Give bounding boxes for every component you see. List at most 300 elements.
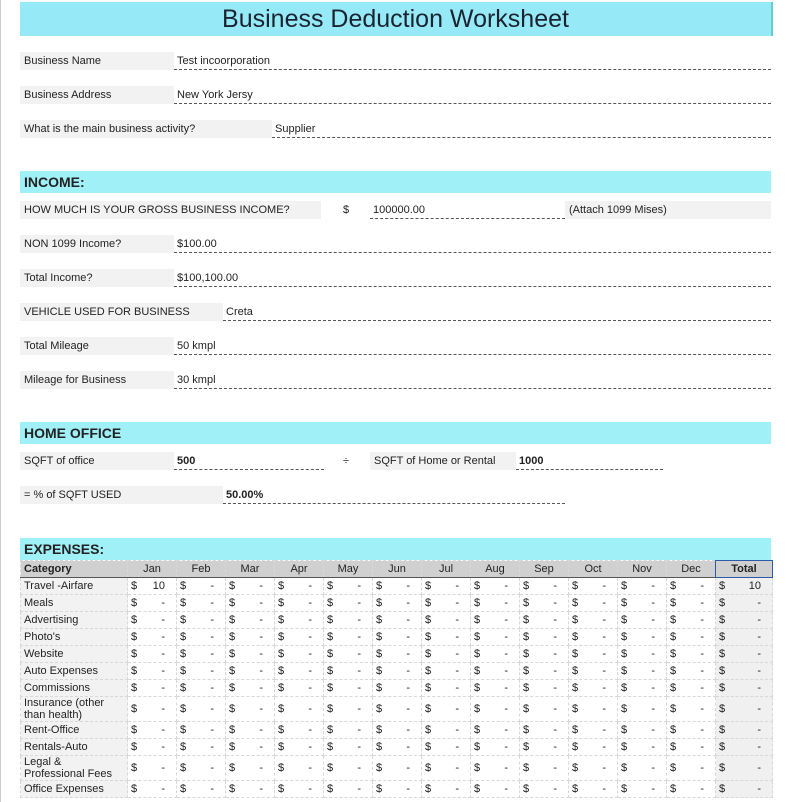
category-cell: Advertising: [21, 612, 128, 629]
amount-cell-sep[interactable]: [520, 646, 569, 663]
expense-row: [21, 756, 773, 781]
amount-cell-aug[interactable]: [471, 697, 520, 722]
amount: -: [357, 648, 361, 660]
amount-cell-dec[interactable]: [667, 578, 716, 595]
amount-cell-apr[interactable]: [275, 663, 324, 680]
amount-cell-feb[interactable]: [177, 595, 226, 612]
category-cell: Office Expenses: [21, 781, 128, 798]
amount-cell-may[interactable]: [324, 629, 373, 646]
amount-cell-may[interactable]: [324, 722, 373, 739]
currency-symbol: $: [131, 648, 138, 660]
amount-cell-may[interactable]: [324, 663, 373, 680]
currency-symbol: $: [621, 580, 628, 592]
currency-symbol: $: [425, 597, 432, 609]
business-activity-field[interactable]: Supplier: [272, 120, 771, 138]
currency-symbol: $: [474, 665, 481, 677]
amount: -: [553, 762, 557, 774]
currency-symbol: $: [425, 614, 432, 626]
amount: -: [504, 783, 508, 795]
currency-symbol: $: [572, 648, 579, 660]
amount-cell-feb[interactable]: [177, 663, 226, 680]
expense-row: [21, 722, 773, 739]
vehicle-field[interactable]: Creta: [223, 303, 771, 321]
amount-cell-jan[interactable]: [128, 697, 177, 722]
amount-cell-jun[interactable]: [373, 578, 422, 595]
amount-cell-mar[interactable]: [226, 595, 275, 612]
amount-cell-oct[interactable]: [569, 756, 618, 781]
amount: -: [700, 665, 704, 677]
amount: -: [406, 614, 410, 626]
amount-cell-apr[interactable]: [275, 646, 324, 663]
currency-symbol: $: [278, 665, 285, 677]
currency-symbol: $: [523, 631, 530, 643]
amount-cell-oct[interactable]: [569, 646, 618, 663]
amount-cell-jan[interactable]: [128, 629, 177, 646]
amount-cell-may[interactable]: [324, 595, 373, 612]
currency-symbol: $: [670, 597, 677, 609]
amount-cell-dec[interactable]: [667, 722, 716, 739]
amount-cell-feb[interactable]: [177, 697, 226, 722]
amount: -: [308, 597, 312, 609]
amount-cell-jul[interactable]: [422, 646, 471, 663]
amount: -: [406, 631, 410, 643]
total-header[interactable]: Total: [716, 561, 773, 578]
currency-symbol: $: [131, 614, 138, 626]
amount: -: [308, 665, 312, 677]
sqft-pct-label: = % of SQFT USED: [20, 486, 223, 504]
amount-cell-nov[interactable]: [618, 697, 667, 722]
amount-cell-sep[interactable]: [520, 781, 569, 798]
total-mileage-label: Total Mileage: [20, 337, 174, 355]
amount-cell-nov[interactable]: [618, 612, 667, 629]
currency-symbol: $: [621, 614, 628, 626]
amount-cell-oct[interactable]: [569, 680, 618, 697]
amount-cell-oct[interactable]: [569, 595, 618, 612]
amount: -: [700, 703, 704, 715]
total-income-field[interactable]: $100,100.00: [174, 269, 771, 287]
currency-symbol: $: [572, 741, 579, 753]
amount-cell-jun[interactable]: [373, 781, 422, 798]
amount: -: [651, 665, 655, 677]
amount: -: [602, 648, 606, 660]
category-cell: Insurance (other than health): [21, 697, 128, 722]
amount-cell-may[interactable]: [324, 612, 373, 629]
amount-cell-oct[interactable]: [569, 612, 618, 629]
sqft-home-field[interactable]: 1000: [516, 452, 663, 470]
amount: -: [602, 741, 606, 753]
currency-symbol: $: [327, 783, 334, 795]
amount-cell-oct[interactable]: [569, 663, 618, 680]
amount-cell-jul[interactable]: [422, 697, 471, 722]
home-office-heading: HOME OFFICE: [20, 422, 771, 444]
amount-cell-may[interactable]: [324, 680, 373, 697]
amount: -: [259, 783, 263, 795]
amount-cell-jun[interactable]: [373, 739, 422, 756]
amount-cell-dec[interactable]: [667, 756, 716, 781]
amount-cell-jul[interactable]: [422, 629, 471, 646]
amount: -: [553, 741, 557, 753]
currency-symbol: $: [376, 703, 383, 715]
amount-cell-jan[interactable]: [128, 680, 177, 697]
amount-cell-nov[interactable]: [618, 595, 667, 612]
amount-cell-jan[interactable]: [128, 722, 177, 739]
currency-symbol: $: [327, 597, 334, 609]
amount-cell-feb[interactable]: [177, 629, 226, 646]
amount: -: [161, 614, 165, 626]
amount-cell-apr[interactable]: [275, 595, 324, 612]
amount-cell-nov[interactable]: [618, 722, 667, 739]
amount-cell-nov[interactable]: [618, 663, 667, 680]
sqft-office-field[interactable]: 500: [174, 452, 324, 470]
amount: -: [700, 648, 704, 660]
amount-cell-mar[interactable]: [226, 629, 275, 646]
currency-symbol: $: [376, 580, 383, 592]
amount-cell-mar[interactable]: [226, 646, 275, 663]
currency-symbol: $: [180, 648, 187, 660]
amount-cell-jan[interactable]: [128, 739, 177, 756]
amount-cell-nov[interactable]: [618, 739, 667, 756]
amount-cell-jun[interactable]: [373, 612, 422, 629]
currency-symbol: $: [523, 724, 530, 736]
amount-cell-nov[interactable]: [618, 646, 667, 663]
currency-symbol: $: [229, 724, 236, 736]
amount: -: [357, 741, 361, 753]
currency-symbol: $: [376, 741, 383, 753]
amount-cell-jan[interactable]: [128, 781, 177, 798]
amount-cell-feb[interactable]: [177, 781, 226, 798]
amount-cell-may[interactable]: [324, 739, 373, 756]
month-header-apr: Apr: [275, 561, 324, 578]
amount: -: [357, 580, 361, 592]
category-cell: Rent-Office: [21, 722, 128, 739]
amount: -: [602, 665, 606, 677]
amount-cell-apr[interactable]: [275, 629, 324, 646]
amount: -: [504, 648, 508, 660]
sheet-gridline: [0, 0, 1, 802]
amount-cell-oct[interactable]: [569, 629, 618, 646]
amount: -: [308, 631, 312, 643]
amount-cell-nov[interactable]: [618, 756, 667, 781]
currency-symbol: $: [621, 648, 628, 660]
amount-cell-jun[interactable]: [373, 646, 422, 663]
currency-symbol: $: [523, 741, 530, 753]
amount: -: [757, 724, 761, 736]
currency-symbol: $: [523, 580, 530, 592]
amount-cell-nov[interactable]: [618, 680, 667, 697]
amount-cell-aug[interactable]: [471, 756, 520, 781]
gross-income-field[interactable]: 100000.00: [370, 201, 565, 219]
currency-symbol: $: [229, 648, 236, 660]
currency-symbol: $: [474, 648, 481, 660]
currency-symbol: $: [670, 783, 677, 795]
amount-cell-jul[interactable]: [422, 781, 471, 798]
amount-cell-jul[interactable]: [422, 595, 471, 612]
amount-cell-aug[interactable]: [471, 595, 520, 612]
month-header-dec: Dec: [667, 561, 716, 578]
amount-cell-jun[interactable]: [373, 756, 422, 781]
amount: -: [357, 665, 361, 677]
amount: -: [602, 783, 606, 795]
currency-symbol: $: [719, 762, 726, 774]
amount: -: [553, 665, 557, 677]
amount: -: [757, 762, 761, 774]
currency-symbol: $: [719, 648, 726, 660]
amount: -: [504, 580, 508, 592]
total-mileage-field[interactable]: 50 kmpl: [174, 337, 771, 355]
currency-symbol: $: [131, 682, 138, 694]
amount-cell-oct[interactable]: [569, 781, 618, 798]
amount-cell-sep[interactable]: [520, 612, 569, 629]
amount-cell-jan[interactable]: [128, 663, 177, 680]
amount: -: [455, 597, 459, 609]
amount-cell-aug[interactable]: [471, 646, 520, 663]
amount-cell-mar[interactable]: [226, 578, 275, 595]
amount-cell-aug[interactable]: [471, 722, 520, 739]
amount-cell-feb[interactable]: [177, 739, 226, 756]
amount-cell-mar[interactable]: [226, 781, 275, 798]
total-cell: [716, 612, 773, 629]
amount-cell-feb[interactable]: [177, 612, 226, 629]
amount-cell-aug[interactable]: [471, 739, 520, 756]
category-header: Category: [21, 561, 128, 578]
amount-cell-jan[interactable]: [128, 612, 177, 629]
amount-cell-nov[interactable]: [618, 781, 667, 798]
amount-cell-mar[interactable]: [226, 756, 275, 781]
currency-symbol: $: [719, 682, 726, 694]
amount-cell-jul[interactable]: [422, 578, 471, 595]
amount: -: [161, 665, 165, 677]
business-name-field[interactable]: Test incoorporation: [174, 52, 771, 70]
amount-cell-sep[interactable]: [520, 722, 569, 739]
amount-cell-jul[interactable]: [422, 612, 471, 629]
amount: -: [455, 724, 459, 736]
amount-cell-may[interactable]: [324, 697, 373, 722]
amount: -: [259, 682, 263, 694]
business-address-field[interactable]: New York Jersy: [174, 86, 771, 104]
currency-symbol: $: [180, 614, 187, 626]
gross-income-currency: $: [343, 204, 350, 216]
amount-cell-jun[interactable]: [373, 663, 422, 680]
amount-cell-mar[interactable]: [226, 739, 275, 756]
amount: -: [651, 703, 655, 715]
total-income-label: Total Income?: [20, 269, 174, 287]
currency-symbol: $: [670, 724, 677, 736]
amount-cell-jul[interactable]: [422, 663, 471, 680]
currency-symbol: $: [425, 724, 432, 736]
amount-cell-mar[interactable]: [226, 663, 275, 680]
currency-symbol: $: [523, 682, 530, 694]
amount-cell-apr[interactable]: [275, 722, 324, 739]
gross-income-label: HOW MUCH IS YOUR GROSS BUSINESS INCOME?: [20, 201, 321, 219]
amount: -: [651, 631, 655, 643]
amount-cell-aug[interactable]: [471, 629, 520, 646]
amount-cell-sep[interactable]: [520, 595, 569, 612]
currency-symbol: $: [425, 631, 432, 643]
amount: -: [504, 597, 508, 609]
currency-symbol: $: [278, 703, 285, 715]
amount-cell-jan[interactable]: [128, 595, 177, 612]
business-mileage-field[interactable]: 30 kmpl: [174, 371, 771, 389]
amount-cell-may[interactable]: [324, 756, 373, 781]
amount-cell-aug[interactable]: [471, 680, 520, 697]
amount-cell-may[interactable]: [324, 781, 373, 798]
amount-cell-dec[interactable]: [667, 595, 716, 612]
amount-cell-dec[interactable]: [667, 739, 716, 756]
amount-cell-sep[interactable]: [520, 756, 569, 781]
amount: -: [308, 703, 312, 715]
currency-symbol: $: [425, 648, 432, 660]
amount-cell-dec[interactable]: [667, 697, 716, 722]
amount: -: [161, 703, 165, 715]
amount-cell-nov[interactable]: [618, 578, 667, 595]
amount-cell-jan[interactable]: [128, 578, 177, 595]
amount-cell-dec[interactable]: [667, 663, 716, 680]
business-mileage-label: Mileage for Business: [20, 371, 174, 389]
amount-cell-apr[interactable]: [275, 756, 324, 781]
amount-cell-sep[interactable]: [520, 739, 569, 756]
amount-cell-dec[interactable]: [667, 629, 716, 646]
amount-cell-apr[interactable]: [275, 697, 324, 722]
category-cell: Commissions: [21, 680, 128, 697]
expense-row: [21, 697, 773, 722]
amount-cell-feb[interactable]: [177, 722, 226, 739]
amount: -: [406, 648, 410, 660]
amount: -: [406, 665, 410, 677]
amount-cell-jun[interactable]: [373, 629, 422, 646]
amount-cell-jun[interactable]: [373, 697, 422, 722]
currency-symbol: $: [278, 648, 285, 660]
amount-cell-mar[interactable]: [226, 697, 275, 722]
currency-symbol: $: [474, 741, 481, 753]
amount: -: [553, 648, 557, 660]
amount-cell-nov[interactable]: [618, 629, 667, 646]
amount-cell-sep[interactable]: [520, 663, 569, 680]
amount-cell-dec[interactable]: [667, 781, 716, 798]
currency-symbol: $: [621, 703, 628, 715]
amount-cell-aug[interactable]: [471, 578, 520, 595]
currency-symbol: $: [719, 703, 726, 715]
amount-cell-oct[interactable]: [569, 578, 618, 595]
amount: -: [455, 614, 459, 626]
amount: -: [210, 580, 214, 592]
amount: -: [553, 580, 557, 592]
currency-symbol: $: [572, 580, 579, 592]
currency-symbol: $: [670, 614, 677, 626]
amount: -: [700, 631, 704, 643]
amount-cell-dec[interactable]: [667, 646, 716, 663]
amount-cell-feb[interactable]: [177, 578, 226, 595]
currency-symbol: $: [376, 631, 383, 643]
amount-cell-mar[interactable]: [226, 612, 275, 629]
amount-cell-oct[interactable]: [569, 722, 618, 739]
amount: -: [455, 762, 459, 774]
page-title: Business Deduction Worksheet: [20, 2, 773, 36]
amount-cell-jun[interactable]: [373, 722, 422, 739]
amount-cell-aug[interactable]: [471, 663, 520, 680]
amount-cell-aug[interactable]: [471, 612, 520, 629]
amount-cell-sep[interactable]: [520, 578, 569, 595]
amount: -: [161, 682, 165, 694]
amount-cell-apr[interactable]: [275, 578, 324, 595]
amount: -: [210, 741, 214, 753]
amount-cell-aug[interactable]: [471, 781, 520, 798]
amount: -: [700, 597, 704, 609]
currency-symbol: $: [425, 703, 432, 715]
amount: -: [757, 682, 761, 694]
amount-cell-apr[interactable]: [275, 680, 324, 697]
amount-cell-mar[interactable]: [226, 722, 275, 739]
amount-cell-jun[interactable]: [373, 680, 422, 697]
amount-cell-oct[interactable]: [569, 697, 618, 722]
amount: -: [553, 703, 557, 715]
amount-cell-jan[interactable]: [128, 646, 177, 663]
currency-symbol: $: [621, 741, 628, 753]
amount-cell-jul[interactable]: [422, 739, 471, 756]
month-header-feb: Feb: [177, 561, 226, 578]
currency-symbol: $: [180, 762, 187, 774]
amount-cell-dec[interactable]: [667, 680, 716, 697]
currency-symbol: $: [327, 682, 334, 694]
currency-symbol: $: [327, 762, 334, 774]
currency-symbol: $: [719, 783, 726, 795]
category-cell: Rentals-Auto: [21, 739, 128, 756]
non-1099-field[interactable]: $100.00: [174, 235, 771, 253]
amount-cell-may[interactable]: [324, 646, 373, 663]
amount-cell-oct[interactable]: [569, 739, 618, 756]
total-cell: [716, 756, 773, 781]
currency-symbol: $: [670, 682, 677, 694]
amount-cell-dec[interactable]: [667, 612, 716, 629]
amount-cell-jul[interactable]: [422, 756, 471, 781]
amount-cell-apr[interactable]: [275, 739, 324, 756]
sqft-pct-value: 50.00%: [223, 486, 565, 504]
currency-symbol: $: [376, 762, 383, 774]
amount-cell-feb[interactable]: [177, 646, 226, 663]
amount-cell-feb[interactable]: [177, 680, 226, 697]
total-cell: [716, 646, 773, 663]
amount: -: [259, 741, 263, 753]
amount-cell-jul[interactable]: [422, 722, 471, 739]
amount-cell-feb[interactable]: [177, 756, 226, 781]
month-header-mar: Mar: [226, 561, 275, 578]
amount: -: [602, 762, 606, 774]
currency-symbol: $: [670, 703, 677, 715]
currency-symbol: $: [474, 580, 481, 592]
currency-symbol: $: [327, 580, 334, 592]
currency-symbol: $: [719, 614, 726, 626]
amount: -: [161, 783, 165, 795]
amount-cell-sep[interactable]: [520, 697, 569, 722]
currency-symbol: $: [376, 597, 383, 609]
amount-cell-jun[interactable]: [373, 595, 422, 612]
currency-symbol: $: [474, 762, 481, 774]
amount-cell-apr[interactable]: [275, 612, 324, 629]
amount-cell-apr[interactable]: [275, 781, 324, 798]
amount: -: [308, 741, 312, 753]
amount-cell-mar[interactable]: [226, 680, 275, 697]
amount-cell-sep[interactable]: [520, 629, 569, 646]
currency-symbol: $: [376, 614, 383, 626]
amount-cell-jan[interactable]: [128, 756, 177, 781]
amount-cell-sep[interactable]: [520, 680, 569, 697]
currency-symbol: $: [719, 631, 726, 643]
amount-cell-may[interactable]: [324, 578, 373, 595]
amount: -: [757, 631, 761, 643]
expense-row: [21, 663, 773, 680]
amount-cell-jul[interactable]: [422, 680, 471, 697]
currency-symbol: $: [180, 703, 187, 715]
currency-symbol: $: [327, 631, 334, 643]
